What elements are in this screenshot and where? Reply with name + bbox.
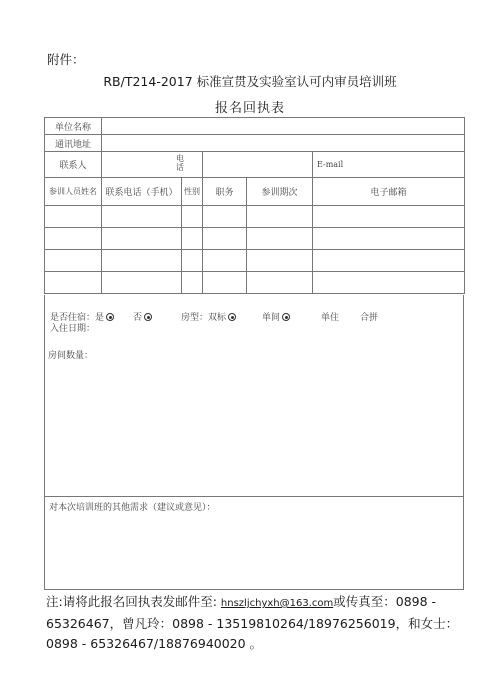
room-count-label: 房间数量： (48, 351, 94, 361)
position-header: 职务 (203, 178, 247, 206)
needs-section[interactable] (44, 496, 464, 590)
room-type-label: 房型：双标 (181, 313, 227, 323)
room-single-option[interactable] (262, 310, 290, 323)
email-label: E-mail (317, 159, 344, 169)
needs-label: 对本次培训班的其他需求（建议或意见）： (49, 503, 216, 513)
radio-icon (106, 313, 114, 321)
stay-question: 是否住宿：是 (50, 313, 105, 323)
mobile-header: 联系电话（手机） (102, 178, 182, 206)
room-single-label: 单间 (262, 313, 281, 323)
radio-icon (144, 313, 152, 321)
contact-email-link[interactable]: hnszljchyxh@163.com (220, 598, 334, 609)
radio-icon (282, 313, 290, 321)
contact-label: 联系人 (45, 152, 102, 178)
table-row[interactable] (45, 250, 465, 272)
checkin-date-label: 入住日期： (50, 324, 96, 334)
participant-name-header: 参训人员姓名 (45, 178, 102, 206)
unit-name-field[interactable] (102, 118, 465, 135)
email-header: 电子邮箱 (313, 178, 465, 206)
share-room-option[interactable]: 合拼 (360, 313, 379, 323)
table-row[interactable] (45, 228, 465, 250)
room-double-option[interactable] (181, 310, 236, 323)
footer-lead: 注:请将此报名回执表发邮件至: (46, 594, 217, 609)
form-title: 报名回执表 (214, 101, 285, 116)
lodging-section (44, 295, 464, 496)
live-alone-option[interactable]: 单住 (321, 313, 340, 323)
stay-no-label: 否 (133, 313, 143, 323)
footer-contacts: 或传真至：0898 - 65326467，曾凡玲：0898 - 13519810264/18976256019，和女士：0898 - 65326467/18876940020 。 (46, 594, 459, 651)
footer-note (46, 592, 466, 654)
table-row[interactable] (45, 206, 465, 228)
attachment-label: 附件： (47, 52, 85, 67)
unit-name-label: 单位名称 (45, 118, 102, 135)
gender-header: 性别 (182, 178, 203, 206)
document-title: RB/T214-2017 标准宣贯及实验室认可内审员培训班 (103, 74, 397, 89)
address-label: 通讯地址 (45, 135, 102, 152)
training-period-header: 参训期次 (247, 178, 313, 206)
table-row[interactable] (45, 272, 465, 294)
registration-table (44, 117, 465, 294)
phone-field[interactable] (176, 152, 313, 178)
radio-icon (228, 313, 236, 321)
email-field[interactable] (313, 152, 465, 178)
address-field[interactable] (102, 135, 465, 152)
phone-label-text: 电话 (176, 154, 184, 172)
contact-field[interactable] (102, 152, 203, 178)
stay-no-option[interactable] (133, 310, 152, 323)
